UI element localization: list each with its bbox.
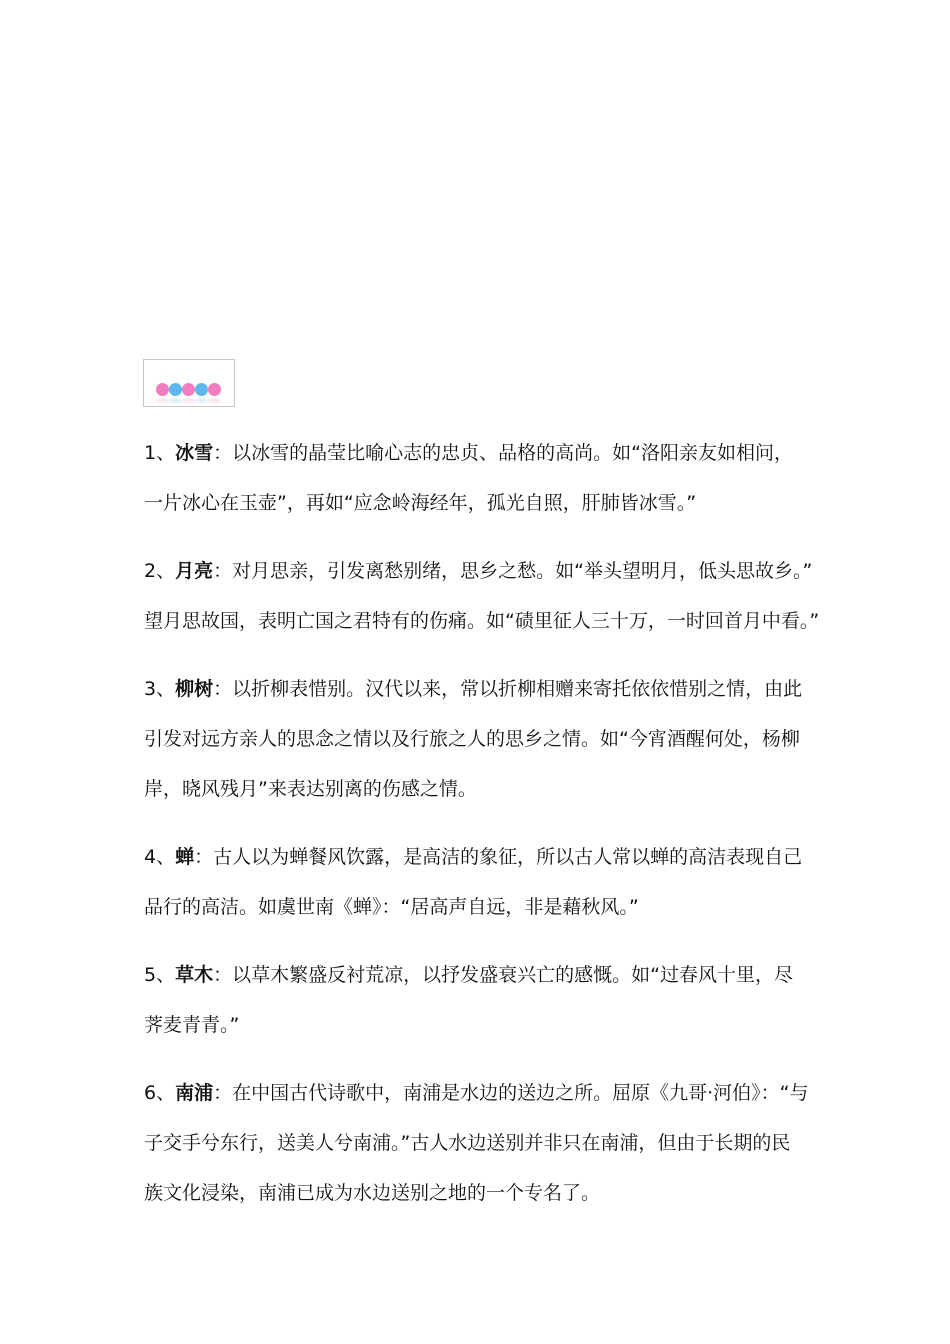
item-text: ：古人以为蝉餐风饮露，是高洁的象征，所以古人常以蝉的高洁表现自己 — [194, 846, 803, 868]
decorative-dot-reflection — [195, 398, 208, 403]
item-line — [144, 1068, 812, 1118]
item-text: ：在中国古代诗歌中，南浦是水边的送边之所。屈原《九哥·河伯》：“与 — [213, 1082, 809, 1104]
decorative-dot — [208, 383, 221, 396]
item-text: ：对月思亲，引发离愁别绪，思乡之愁。如“举头望明月，低头思故乡。” — [213, 560, 813, 582]
item-number: 5、 — [144, 964, 176, 986]
list-item — [144, 832, 812, 932]
list-item — [144, 1068, 812, 1218]
item-line: 族文化浸染，南浦已成为水边送别之地的一个专名了。 — [144, 1182, 601, 1204]
document-body — [144, 428, 820, 1236]
decorative-dot — [195, 383, 208, 396]
item-line: 一片冰心在玉壶”，再如“应念岭海经年，孤光自照，肝肺皆冰雪。” — [144, 492, 697, 514]
item-line: 荠麦青青。” — [144, 1014, 240, 1036]
decorative-dot — [169, 383, 182, 396]
decorative-dot-reflection — [182, 398, 195, 403]
list-item — [144, 428, 812, 528]
item-line: 岸，晓风残月”来表达别离的伤感之情。 — [144, 778, 477, 800]
item-number: 6、 — [144, 1082, 176, 1104]
dots-row — [156, 383, 226, 397]
item-line: 望月思故国，表明亡国之君特有的伤痛。如“碛里征人三十万，一时回首月中看。” — [144, 610, 820, 632]
list-item — [144, 546, 820, 646]
item-number: 3、 — [144, 678, 176, 700]
item-term: 月亮 — [175, 560, 214, 582]
item-line — [144, 950, 812, 1000]
decorative-dot-reflection — [208, 398, 221, 403]
item-line: 子交手兮东行，送美人兮南浦。”古人水边送别并非只在南浦，但由于长期的民 — [144, 1132, 791, 1154]
item-line — [144, 832, 812, 882]
item-term: 冰雪 — [175, 442, 214, 464]
item-line — [144, 546, 812, 596]
item-text: ：以冰雪的晶莹比喻心志的忠贞、品格的高尚。如“洛阳亲友如相问， — [213, 442, 793, 464]
item-number: 4、 — [144, 846, 176, 868]
item-number: 1、 — [144, 442, 176, 464]
decorative-dot — [156, 383, 169, 396]
item-term: 蝉 — [175, 846, 195, 868]
decorative-dot-reflection — [156, 398, 169, 403]
item-line: 引发对远方亲人的思念之情以及行旅之人的思乡之情。如“今宵酒醒何处，杨柳 — [144, 728, 800, 750]
decorative-dot — [182, 383, 195, 396]
item-number: 2、 — [144, 560, 176, 582]
decorative-dot-reflection — [169, 398, 182, 403]
item-term: 柳树 — [175, 678, 214, 700]
item-term: 南浦 — [175, 1082, 214, 1104]
item-line — [144, 428, 812, 478]
item-text: ：以折柳表惜别。汉代以来，常以折柳相赠来寄托依依惜别之情，由此 — [213, 678, 803, 700]
list-item — [144, 664, 812, 814]
item-term: 草木 — [175, 964, 214, 986]
item-text: ：以草木繁盛反衬荒凉，以抒发盛衰兴亡的感慨。如“过春风十里，尽 — [213, 964, 793, 986]
item-line — [144, 664, 812, 714]
item-line: 品行的高洁。如虞世南《蝉》：“居高声自远，非是藉秋风。” — [144, 896, 639, 918]
decorative-dots-image — [143, 359, 235, 407]
list-item — [144, 950, 812, 1050]
